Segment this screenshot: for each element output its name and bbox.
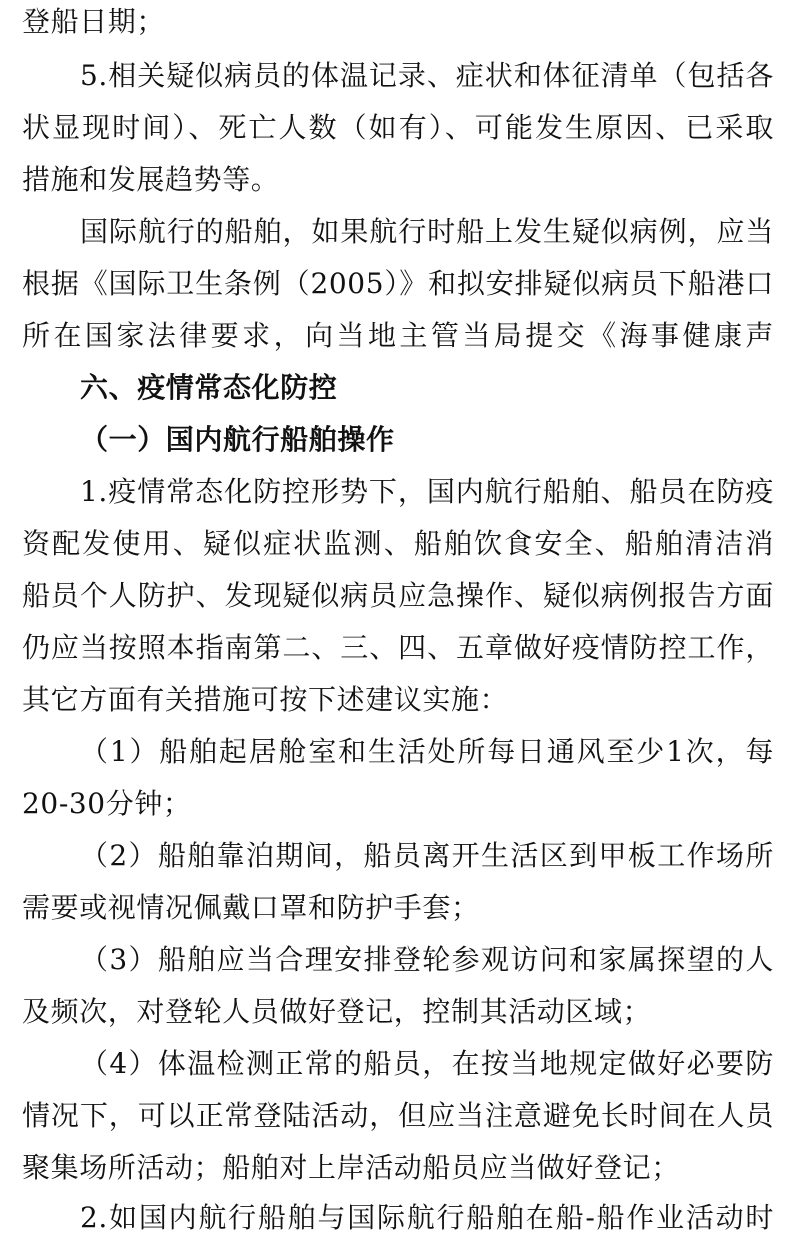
section-heading: 六、疫情常态化防控 — [80, 371, 338, 404]
text-line: 20-30分钟； — [22, 787, 192, 820]
text-line: 聚集场所活动；船舶对上岸活动船员应当做好登记； — [22, 1151, 680, 1184]
text-line: 需要或视情况佩戴口罩和防护手套； — [22, 891, 480, 924]
text-line: （3）船舶应当合理安排登轮参观访问和家属探望的人 — [80, 943, 774, 976]
text-line: 所在国家法律要求，向当地主管当局提交《海事健康声 — [22, 319, 774, 352]
text-line: 其它方面有关措施可按下述建议实施： — [22, 683, 509, 716]
text-line: 国际航行的船舶，如果航行时船上发生疑似病例，应当 — [80, 215, 774, 248]
text-line: 5.相关疑似病员的体温记录、症状和体征清单（包括各 — [80, 59, 774, 92]
text-line: 登船日期； — [22, 5, 166, 38]
text-line: 根据《国际卫生条例（2005）》和拟安排疑似病员下船港口 — [22, 267, 774, 300]
text-line: 1.疫情常态化防控形势下，国内航行船舶、船员在防疫 — [80, 475, 774, 508]
text-line: （1）船舶起居舱室和生活处所每日通风至少1次，每 — [80, 735, 774, 768]
text-line: （2）船舶靠泊期间，船员离开生活区到甲板工作场所 — [80, 839, 774, 872]
text-line: 及频次，对登轮人员做好登记，控制其活动区域； — [22, 995, 652, 1028]
text-line: 状显现时间）、死亡人数（如有）、可能发生原因、已采取 — [22, 111, 774, 144]
text-line: 资配发使用、疑似症状监测、船舶饮食安全、船舶清洁消 — [22, 527, 774, 560]
text-line: 2.如国内航行船舶与国际航行船舶在船-船作业活动时 — [80, 1201, 774, 1234]
text-line: 情况下，可以正常登陆活动，但应当注意避免长时间在人员 — [22, 1099, 774, 1132]
text-line: 船员个人防护、发现疑似病员应急操作、疑似病例报告方面 — [22, 579, 774, 612]
text-line: 仍应当按照本指南第二、三、四、五章做好疫情防控工作， — [22, 631, 774, 664]
text-line: （4）体温检测正常的船员，在按当地规定做好必要防 — [80, 1047, 774, 1080]
subsection-heading: （一）国内航行船舶操作 — [80, 423, 395, 456]
text-line: 措施和发展趋势等。 — [22, 163, 280, 196]
